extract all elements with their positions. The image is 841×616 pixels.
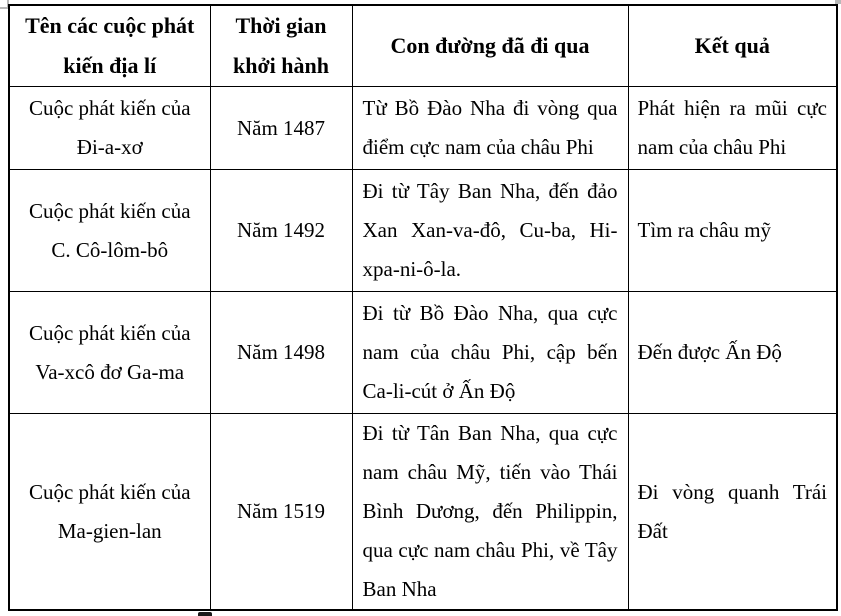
cell-route: Đi từ Bồ Đào Nha, qua cực nam của châu Phi, cập bến Ca-li-cút ở Ấn Độ [352,292,628,414]
cell-name: Cuộc phát kiến của C. Cô-lôm-bô [9,170,210,292]
table-row [9,170,837,292]
cell-route: Đi từ Tây Ban Nha, đến đảo Xan Xan-va-đô, Cu-ba, Hi-xpa-ni-ô-la. [352,170,628,292]
cell-name: Cuộc phát kiến của Va-xcô đơ Ga-ma [9,292,210,414]
cell-result: Đi vòng quanh Trái Đất [628,414,837,611]
cell-time: Năm 1492 [210,170,352,292]
cell-result: Phát hiện ra mũi cực nam của châu Phi [628,87,837,170]
cell-route: Từ Bồ Đào Nha đi vòng qua điểm cực nam của châu Phi [352,87,628,170]
cell-name: Cuộc phát kiến của Ma-gien-lan [9,414,210,611]
cell-time: Năm 1519 [210,414,352,611]
cell-route: Đi từ Tân Ban Nha, qua cực nam châu Mỹ, tiến vào Thái Bình Dương, đến Philippin, qua cực nam châu Phi, về Tây Ban Nha [352,414,628,611]
header-cell-name: Tên các cuộc phát kiến địa lí [9,5,210,87]
cell-result: Tìm ra châu mỹ [628,170,837,292]
table-row [9,414,837,611]
cell-result: Đến được Ấn Độ [628,292,837,414]
cropped-text-artifact [198,612,212,616]
cell-time: Năm 1498 [210,292,352,414]
discoveries-table [8,4,838,611]
header-cell-route: Con đường đã đi qua [352,5,628,87]
table-body [9,87,837,611]
header-cell-time: Thời gian khởi hành [210,5,352,87]
header-row [9,5,837,87]
table-row [9,87,837,170]
header-cell-result: Kết quả [628,5,837,87]
table-header [9,5,837,87]
table-row [9,292,837,414]
cell-name: Cuộc phát kiến của Đi-a-xơ [9,87,210,170]
cell-time: Năm 1487 [210,87,352,170]
